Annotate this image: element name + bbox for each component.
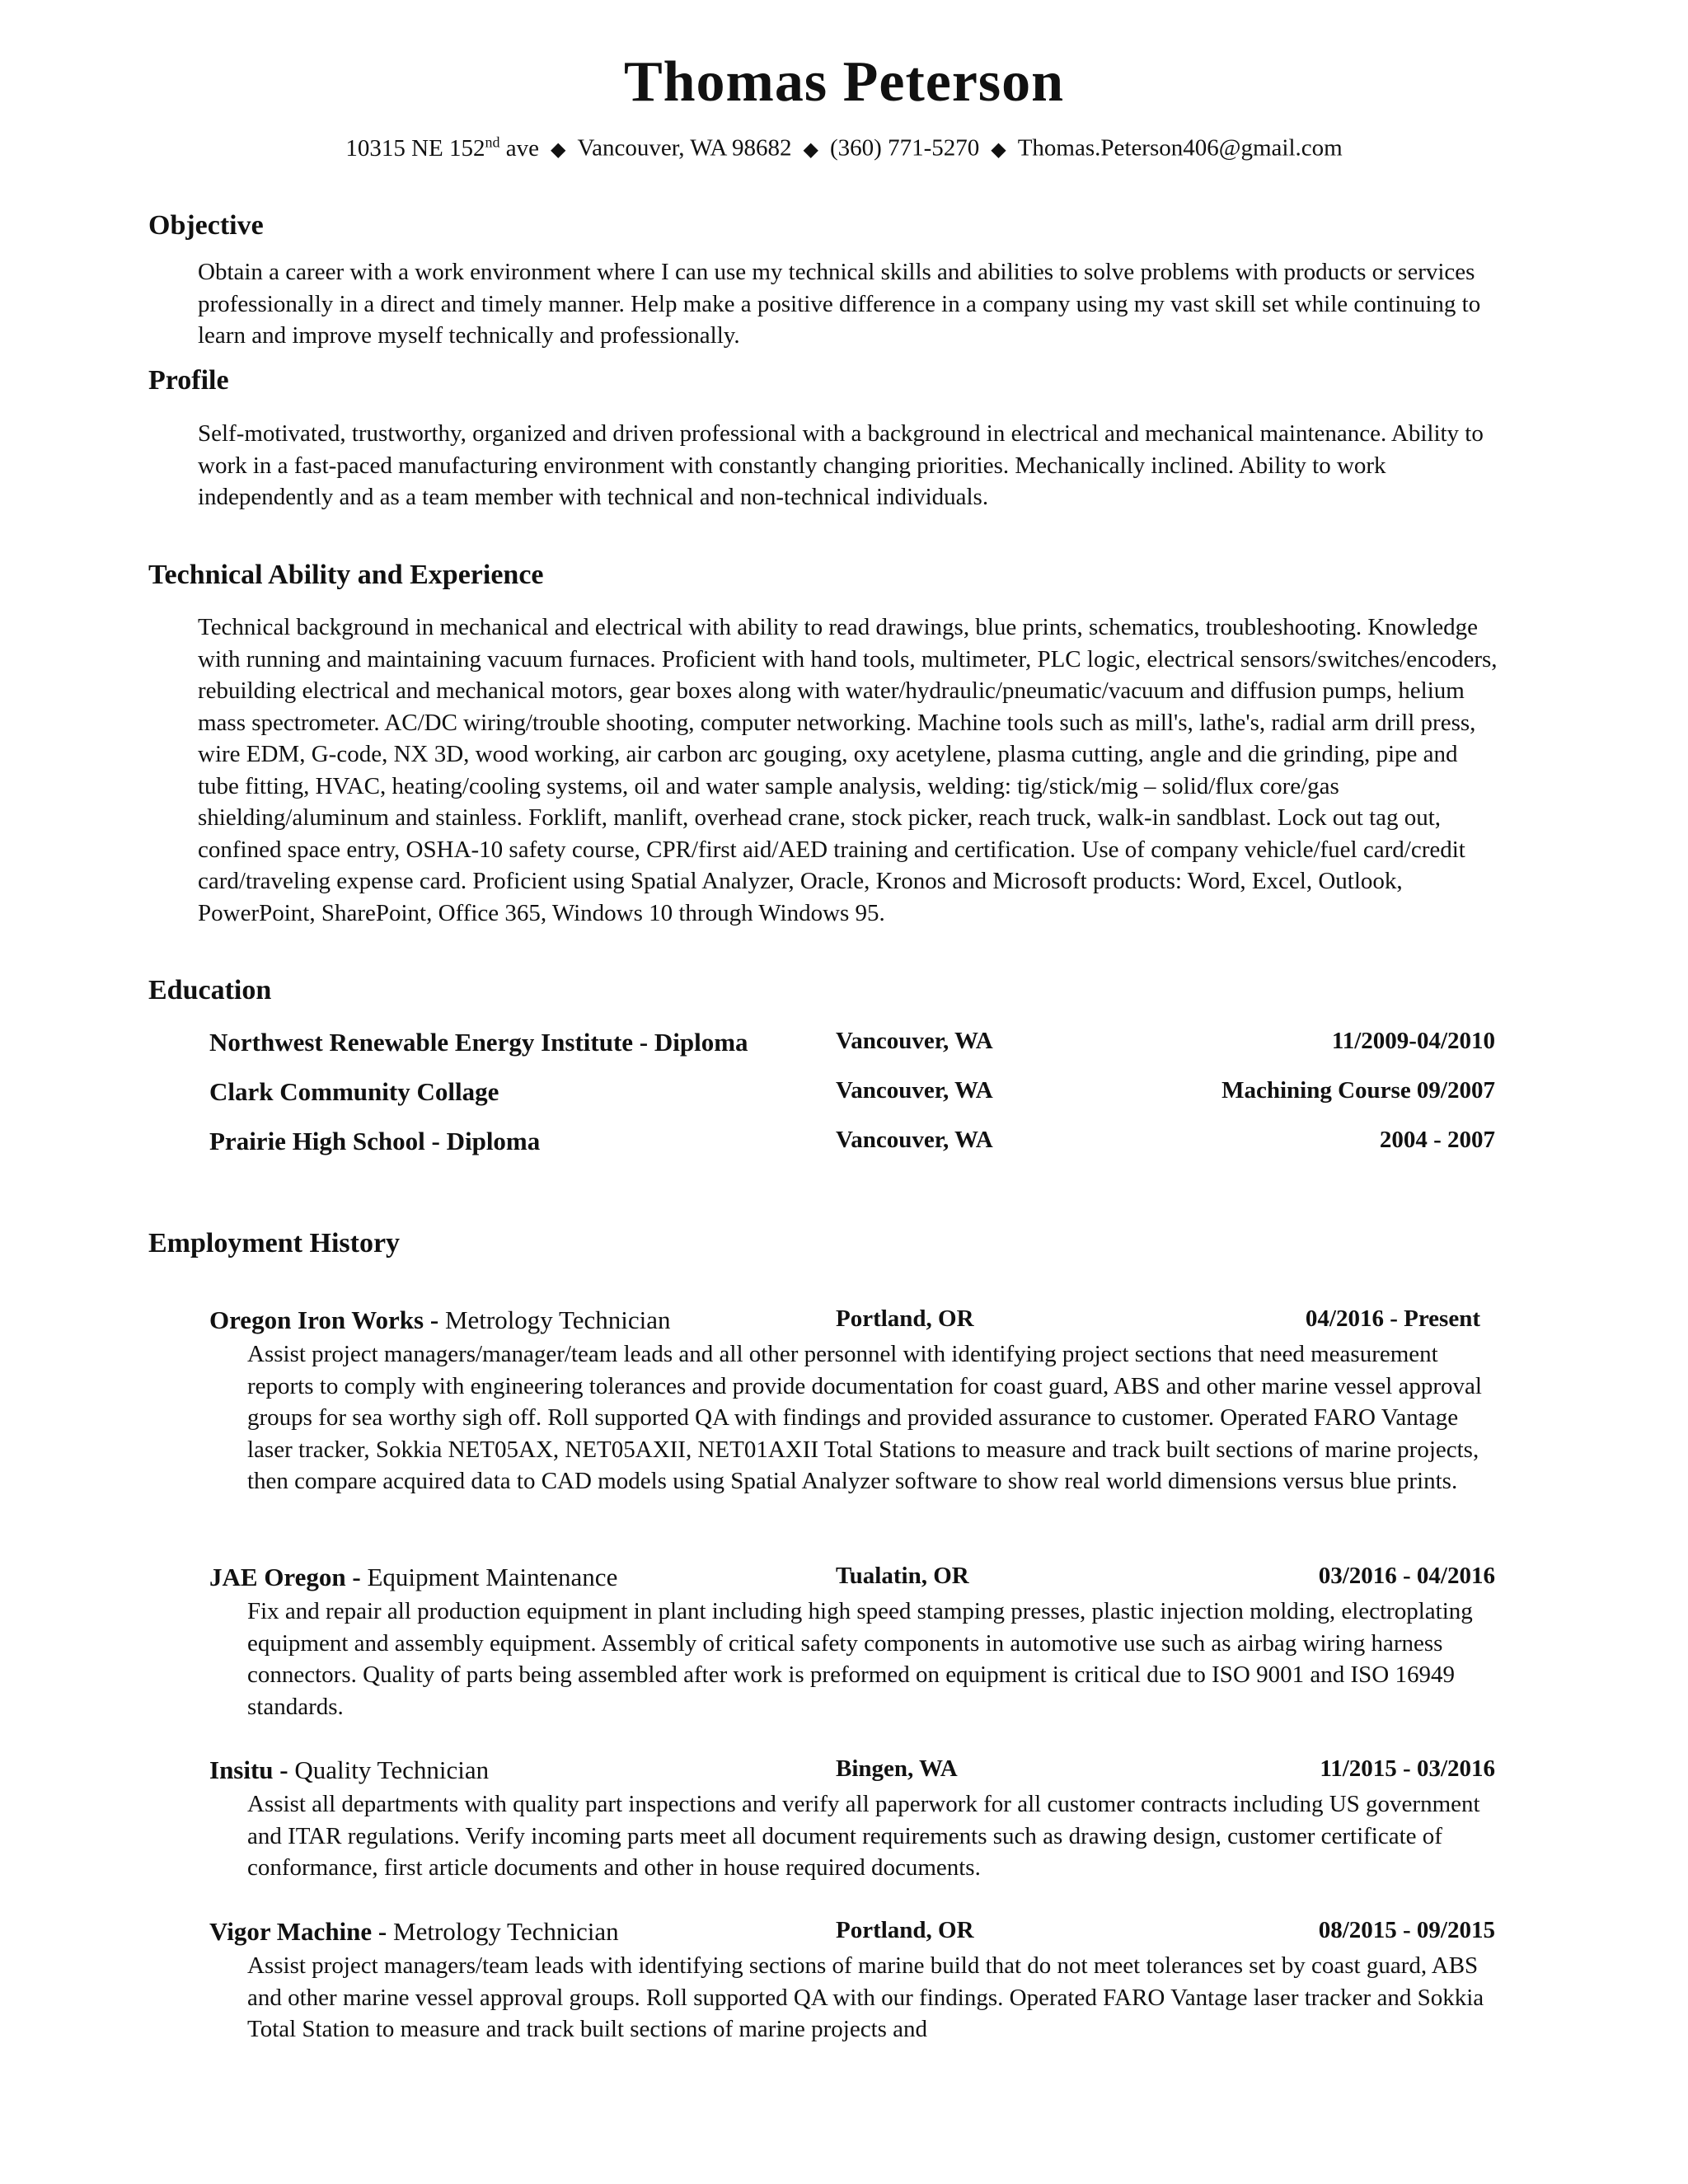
job-header xyxy=(209,1563,1495,1596)
school-name: Northwest Renewable Energy Institute - Diploma xyxy=(209,1028,748,1057)
candidate-name: Thomas Peterson xyxy=(623,50,1065,114)
school-location: Vancouver, WA xyxy=(836,1127,993,1153)
job-header xyxy=(209,1917,1495,1950)
job-location: Tualatin, OR xyxy=(836,1563,969,1589)
job-description: Assist project managers/manager/team leads and all other personnel with identifying project sections that need measurement reports to comply with engineering tolerances and provide documentation for coast guard, ABS and other marine vessel approval groups for sea worthy sigh off. Roll supported QA with findings and provided assurance to customer. Operated FARO Vantage laser tracker, Sokkia NET05AX, NET05AXII, NET01AXII Total Stations to measure and track built sections of marine projects, then compare acquired data to CAD models using Spatial Analyzer software to show real world dimensions versus blue prints. xyxy=(247,1341,1482,1494)
technical-text: Technical background in mechanical and electrical with ability to read drawings, blue prints, schematics, troubleshooting. Knowledge with running and maintaining vacuum furnaces. Proficient with hand tools, multimeter, PLC logic, electrical sensors/switches/encoders, rebuilding electrical and mechanical motors, gear boxes along with water/hydraulic/pneumatic/vacuum and diffusion pumps, helium mass spectrometer. AC/DC wiring/trouble shooting, computer networking. Machine tools such as mill's, lathe's, radial arm drill press, wire EDM, G-code, NX 3D, wood working, air carbon arc gouging, oxy acetylene, plasma cutting, angle and die grinding, pipe and tube fitting, HVAC, heating/cooling systems, oil and water sample analysis, welding: tig/stick/mig – solid/flux core/gas shielding/aluminum and stainless. Forklift, manlift, overhead crane, stock picker, reach truck, walk-in sandblast. Lock out tag out, confined space entry, OSHA-10 safety course, CPR/first aid/AED training and certification. Use of company vehicle/fuel card/credit card/traveling expense card. Proficient using Spatial Analyzer, Oracle, Kronos and Microsoft products: Word, Excel, Outlook, PowerPoint, SharePoint, Office 365, Windows 10 through Windows 95. xyxy=(198,614,1498,926)
school-dates: 2004 - 2007 xyxy=(1379,1127,1495,1153)
job-company: JAE Oregon - xyxy=(209,1563,368,1591)
school-location: Vancouver, WA xyxy=(836,1028,993,1054)
job-company: Vigor Machine - xyxy=(209,1917,393,1946)
objective-heading: Objective xyxy=(148,210,264,241)
job-location: Portland, OR xyxy=(836,1305,974,1332)
job-header xyxy=(209,1305,1495,1338)
education-row xyxy=(209,1127,1495,1160)
job-title: Metrology Technician xyxy=(444,1305,671,1334)
school-name: Prairie High School - Diploma xyxy=(209,1127,541,1155)
contact-line xyxy=(0,134,1688,162)
job-title: Metrology Technician xyxy=(393,1917,619,1946)
diamond-separator-icon: ◆ xyxy=(550,137,566,161)
phone-number: (360) 771-5270 xyxy=(830,134,980,162)
education-heading: Education xyxy=(148,975,272,1005)
profile-heading: Profile xyxy=(148,365,229,396)
job-company: Oregon Iron Works - xyxy=(209,1305,445,1334)
profile-text: Self-motivated, trustworthy, organized and driven professional with a background in electrical and mechanical maintenance. Ability to work in a fast-paced manufacturing environment with constantly changing priorities. Mechanically inclined. Ability to work independently and as a team member with technical and non-technical individuals. xyxy=(198,420,1484,510)
job-dates: 11/2015 - 03/2016 xyxy=(1320,1755,1495,1782)
job-title: Quality Technician xyxy=(294,1755,490,1784)
diamond-separator-icon: ◆ xyxy=(991,137,1006,161)
employment-heading: Employment History xyxy=(148,1228,401,1258)
school-dates: 11/2009-04/2010 xyxy=(1331,1028,1495,1054)
job-description: Assist all departments with quality part inspections and verify all paperwork for all customer contracts including US government and ITAR regulations. Verify incoming parts meet all document requirements such as drawing design, customer certificate of conformance, first article documents and other in house required documents. xyxy=(247,1791,1480,1881)
school-name: Clark Community Collage xyxy=(209,1077,499,1106)
technical-heading: Technical Ability and Experience xyxy=(148,560,544,590)
address-street: 10315 NE 152nd ave xyxy=(345,134,539,162)
school-dates: Machining Course 09/2007 xyxy=(1221,1077,1495,1104)
school-location: Vancouver, WA xyxy=(836,1077,993,1104)
job-header xyxy=(209,1755,1495,1788)
education-row xyxy=(209,1077,1495,1110)
job-location: Bingen, WA xyxy=(836,1755,958,1782)
address-city: Vancouver, WA 98682 xyxy=(577,134,792,162)
objective-text: Obtain a career with a work environment where I can use my technical skills and abilities to solve problems with products or services professionally in a direct and timely manner. Help make a positive difference in a company using my vast skill set while continuing to learn and improve myself technically and professionally. xyxy=(198,259,1481,349)
diamond-separator-icon: ◆ xyxy=(803,137,818,161)
job-dates: 04/2016 - Present xyxy=(1305,1305,1480,1332)
job-location: Portland, OR xyxy=(836,1917,974,1943)
education-row xyxy=(209,1028,1495,1061)
job-dates: 03/2016 - 04/2016 xyxy=(1318,1563,1495,1589)
job-title: Equipment Maintenance xyxy=(367,1563,618,1591)
email-address: Thomas.Peterson406@gmail.com xyxy=(1017,134,1343,162)
job-description: Fix and repair all production equipment in plant including high speed stamping presses, plastic injection molding, electroplating equipment and assembly equipment. Assembly of critical safety components in automotive use such as airbag wiring harness connectors. Quality of parts being assembled after work is preformed on equipment is critical due to ISO 9001 and ISO 16949 standards. xyxy=(247,1598,1473,1720)
job-dates: 08/2015 - 09/2015 xyxy=(1318,1917,1495,1943)
job-company: Insitu - xyxy=(209,1755,295,1784)
job-description: Assist project managers/team leads with identifying sections of marine build that do not meet tolerances set by coast guard, ABS and other marine vessel approval groups. Roll supported QA with our findings. Operated FARO Vantage laser tracker and Sokkia Total Station to measure and track built sections of marine projects and xyxy=(247,1952,1484,2042)
